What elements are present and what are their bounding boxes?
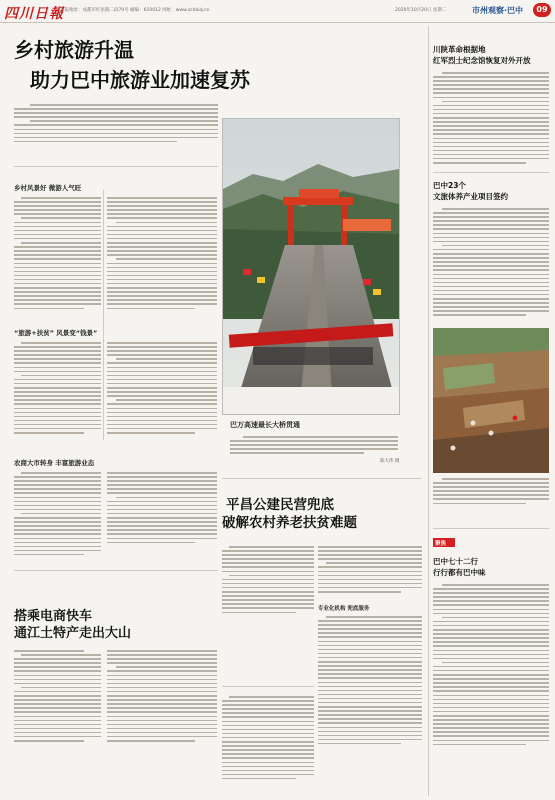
pension-headline-line1: 平昌公建民营兜底 — [226, 497, 334, 513]
topic-tag-label: 聚焦 — [435, 541, 447, 547]
column-divider — [103, 190, 104, 440]
masthead — [0, 0, 555, 23]
photo-caption-text — [433, 478, 549, 507]
photo-caption-text — [230, 436, 398, 456]
lead-paragraph — [14, 104, 218, 145]
section-divider — [14, 570, 218, 571]
subhead-tourism-poverty: “旅游+扶贫” 风景变“钱景” — [14, 329, 98, 337]
article-column — [433, 584, 549, 748]
bridge-photo-image — [223, 119, 399, 414]
projects-headline-line2: 文旅体养产业项目签约 — [433, 192, 508, 201]
main-headline-line1: 乡村旅游升温 — [14, 38, 134, 62]
article-column — [222, 546, 314, 616]
masthead-info: 本报地址：成都市红星路二段70号 邮编：610012 网址：www.scdaily.cn — [60, 8, 210, 13]
article-column — [107, 342, 217, 436]
trades-headline-line2: 行行都有巴中味 — [433, 568, 486, 577]
section-divider — [433, 172, 549, 173]
section-divider — [222, 478, 422, 479]
article-column — [433, 72, 549, 166]
pension-subhead: 专业化机构 兜底服务 — [318, 606, 370, 612]
photo-credit: 陈大伟 摄 — [380, 459, 400, 464]
projects-headline-line1: 巴中23个 — [433, 181, 466, 190]
subhead-business: 农商大市转身 丰富旅游业态 — [14, 459, 95, 467]
main-headline-line2: 助力巴中旅游业加速复苏 — [30, 68, 250, 92]
article-column — [433, 208, 549, 319]
museum-headline-line1: 川陕革命根据地 — [433, 45, 486, 54]
museum-headline-line2: 红军烈士纪念馆恢复对外开放 — [433, 56, 531, 65]
article-column — [318, 616, 422, 747]
section-divider — [433, 528, 549, 529]
article-column — [318, 546, 422, 595]
issue-date: 2020年10月20日 星期二 — [395, 8, 447, 13]
page-number-badge: 09 — [533, 3, 551, 17]
farmland-photo — [433, 328, 549, 473]
article-column — [14, 650, 101, 744]
column-divider — [428, 26, 429, 796]
section-divider — [14, 166, 218, 167]
trades-headline-line1: 巴中七十二行 — [433, 557, 478, 566]
section-name: 市州观察·巴中 — [472, 6, 524, 15]
article-column — [107, 472, 217, 546]
article-column — [222, 696, 314, 782]
article-column — [14, 472, 101, 558]
section-divider — [222, 686, 314, 687]
article-column — [107, 650, 217, 744]
subhead-scenery: 乡村风景好 微游人气旺 — [14, 184, 82, 192]
ecommerce-headline-line2: 通江土特产走出大山 — [14, 626, 132, 641]
article-column — [14, 197, 101, 312]
pension-headline-line2: 破解农村养老扶贫难题 — [222, 515, 357, 531]
article-column — [107, 197, 217, 312]
newspaper-logo: 四川日報 — [4, 6, 64, 22]
farmland-photo-image — [433, 328, 549, 473]
photo-caption-title: 巴万高速最长大桥贯通 — [230, 421, 300, 429]
ecommerce-headline-line1: 搭乘电商快车 — [14, 609, 93, 624]
bridge-photo — [222, 118, 400, 415]
article-column — [14, 342, 101, 436]
